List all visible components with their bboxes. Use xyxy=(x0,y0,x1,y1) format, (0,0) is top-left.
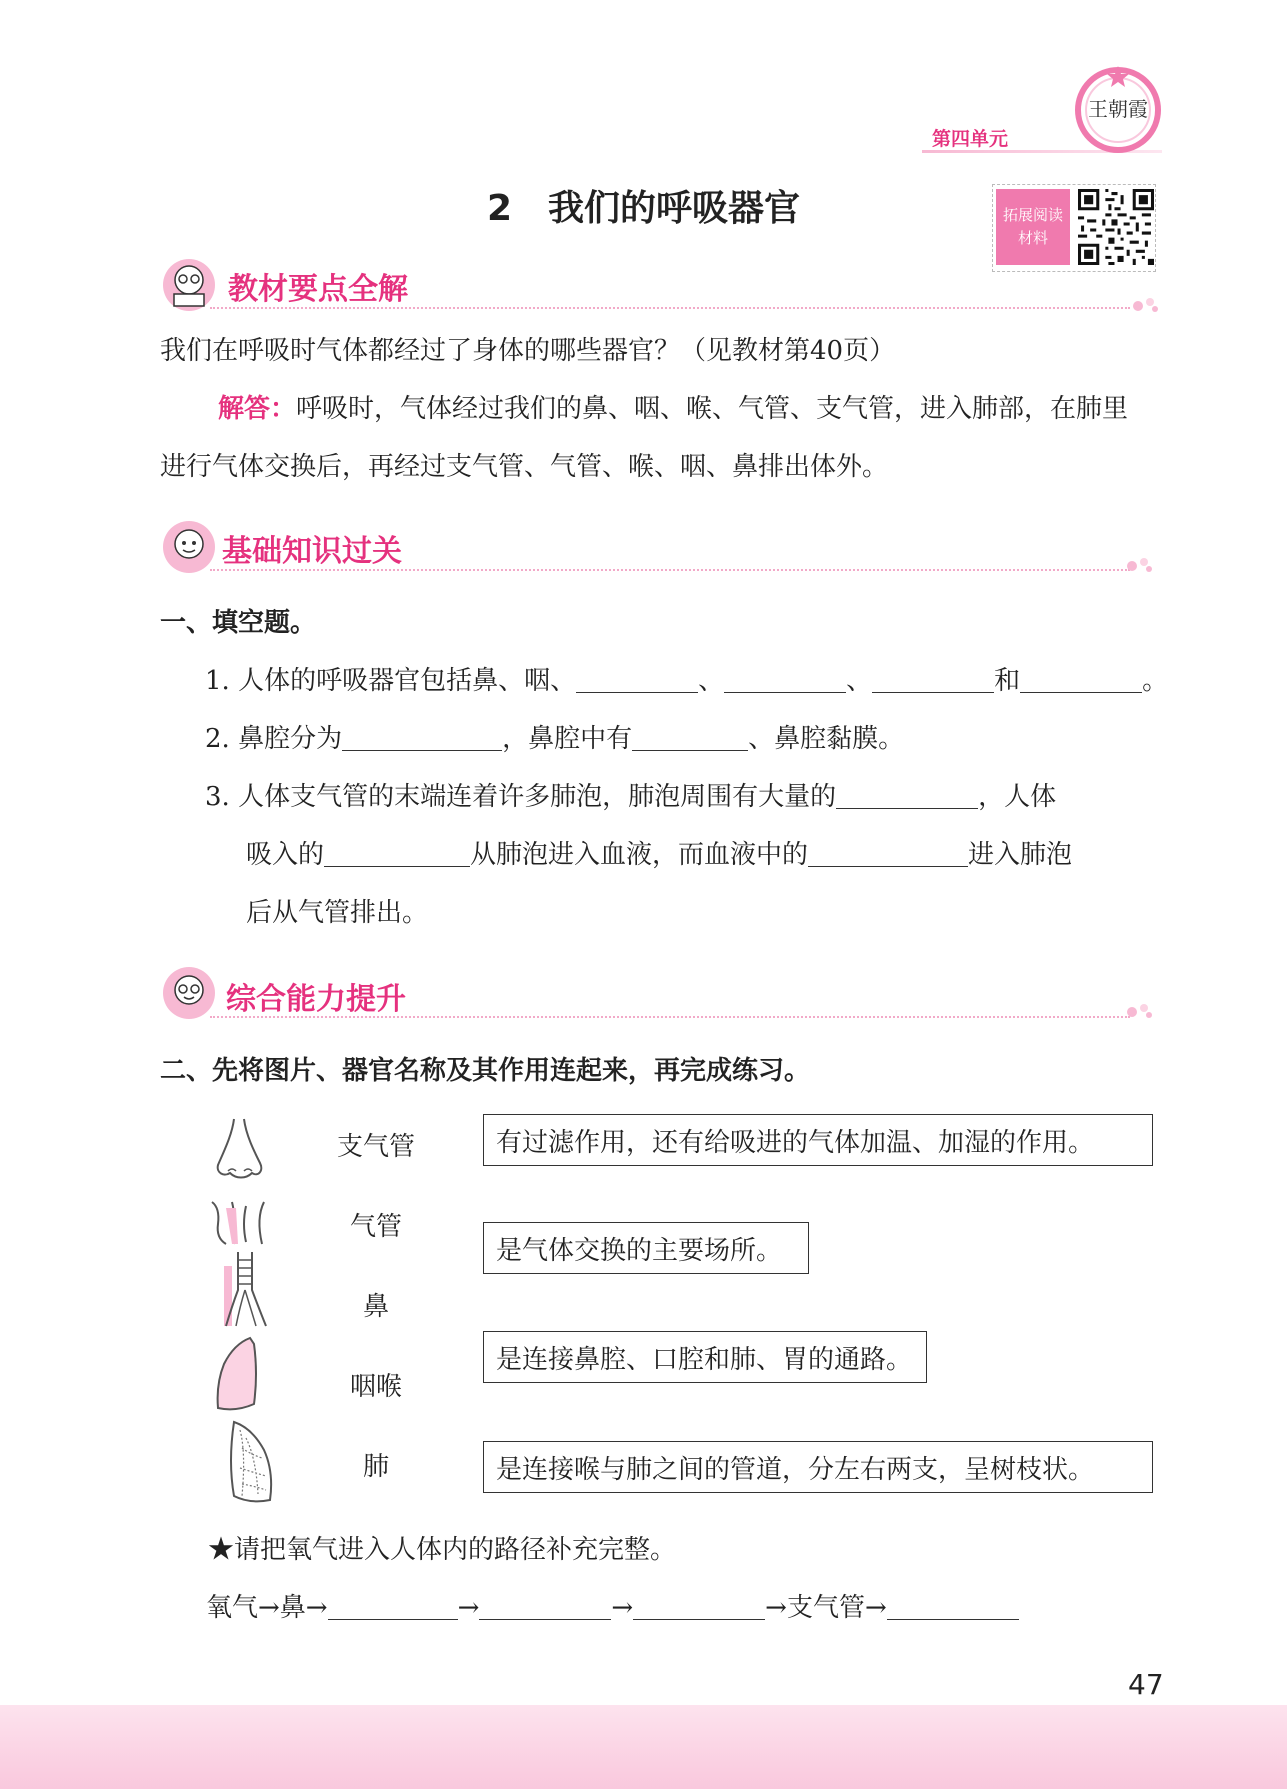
dots-decoration-icon xyxy=(1124,554,1154,574)
blank-4[interactable] xyxy=(1020,666,1142,693)
q3-line2-prefix: 吸入的 xyxy=(246,840,325,870)
fill-question-1 xyxy=(205,666,1168,696)
q1-prefix: 1. 人体的呼吸器官包括鼻、咽、 xyxy=(205,666,577,696)
blank-2[interactable] xyxy=(724,666,846,693)
ext-line-1: 拓展阅读 xyxy=(1002,206,1063,224)
answer-label: 解答： xyxy=(218,394,297,424)
answer-text-2: 进行气体交换后，再经过支气管、气管、喉、咽、鼻排出体外。 xyxy=(160,452,889,482)
section-heading-basics: 基础知识过关 xyxy=(222,534,402,569)
q3-prefix: 3. 人体支气管的末端连着许多肺泡，肺泡周围有大量的 xyxy=(205,782,837,812)
cartoon-reader-icon xyxy=(162,258,216,312)
organ-name-throat[interactable]: 咽喉 xyxy=(349,1372,402,1402)
brand-logo xyxy=(1072,62,1164,154)
path-arrow: → xyxy=(611,1593,634,1623)
cartoon-teacher-icon xyxy=(162,966,216,1020)
cartoon-student-icon xyxy=(162,520,216,574)
function-box-2[interactable]: 是气体交换的主要场所。 xyxy=(483,1222,809,1274)
ext-line-2: 材料 xyxy=(1017,229,1048,247)
q1-and: 和 xyxy=(994,666,1021,696)
q2-mid: ，鼻腔中有 xyxy=(502,724,633,754)
function-box-1[interactable]: 有过滤作用，还有给吸进的气体加温、加湿的作用。 xyxy=(483,1114,1153,1166)
organ-name-bronchi[interactable]: 支气管 xyxy=(336,1132,415,1162)
path-blank-4[interactable] xyxy=(887,1593,1019,1620)
q2-end: 、鼻腔黏膜。 xyxy=(748,724,905,754)
section-divider xyxy=(210,569,1130,571)
answer-line-1 xyxy=(218,394,1128,424)
lung-illustration-icon[interactable] xyxy=(214,1334,264,1414)
q1-sep: 、 xyxy=(846,666,873,696)
dots-decoration-icon xyxy=(1124,1000,1154,1020)
nose-illustration-icon[interactable] xyxy=(210,1115,270,1183)
section-heading-key-points: 教材要点全解 xyxy=(228,272,408,307)
question-text: 我们在呼吸时气体都经过了身体的哪些器官？（见教材第40页） xyxy=(160,336,896,366)
trachea-illustration-icon[interactable] xyxy=(222,1250,272,1328)
page-title: 2 我们的呼吸器官 xyxy=(486,188,801,229)
extended-reading-button[interactable] xyxy=(996,189,1070,265)
part-one-title: 一、填空题。 xyxy=(160,608,317,638)
q1-end: 。 xyxy=(1142,666,1169,696)
path-bronchi: →支气管→ xyxy=(765,1593,887,1623)
q3-line2-end: 进入肺泡 xyxy=(968,840,1073,870)
pharynx-illustration-icon[interactable] xyxy=(206,1198,276,1248)
organ-name-nose[interactable]: 鼻 xyxy=(362,1292,389,1322)
path-blank-3[interactable] xyxy=(633,1593,765,1620)
path-start: 氧气→鼻→ xyxy=(206,1593,328,1623)
fill-question-2 xyxy=(205,724,904,754)
star-task: ★请把氧气进入人体内的路径补充完整。 xyxy=(208,1535,677,1565)
q3-line2-mid: 从肺泡进入血液，而血液中的 xyxy=(470,840,809,870)
fill-question-3-line-2 xyxy=(246,840,1072,870)
footer-band xyxy=(0,1705,1287,1789)
function-box-4[interactable]: 是连接喉与肺之间的管道，分左右两支，呈树枝状。 xyxy=(483,1441,1153,1493)
blank-8[interactable] xyxy=(324,840,470,867)
blank-5[interactable] xyxy=(342,724,502,751)
organ-name-trachea[interactable]: 气管 xyxy=(349,1212,402,1242)
path-blank-1[interactable] xyxy=(328,1593,458,1620)
q2-prefix: 2. 鼻腔分为 xyxy=(205,724,343,754)
function-box-3[interactable]: 是连接鼻腔、口腔和肺、胃的通路。 xyxy=(483,1331,927,1383)
organ-name-lung[interactable]: 肺 xyxy=(362,1452,389,1482)
lung-detail-illustration-icon[interactable] xyxy=(222,1418,278,1504)
blank-3[interactable] xyxy=(872,666,994,693)
part-two-title: 二、先将图片、器官名称及其作用连起来，再完成练习。 xyxy=(160,1056,811,1086)
dots-decoration-icon xyxy=(1130,294,1160,314)
fill-question-3-line-1 xyxy=(205,782,1056,812)
page-number: 47 xyxy=(1128,1668,1164,1701)
blank-9[interactable] xyxy=(808,840,968,867)
blank-1[interactable] xyxy=(576,666,698,693)
answer-text-1: 呼吸时，气体经过我们的鼻、咽、喉、气管、支气管，进入肺部，在肺里 xyxy=(296,394,1129,424)
unit-label: 第四单元 xyxy=(932,128,1009,150)
blank-7[interactable] xyxy=(836,782,978,809)
q1-sep: 、 xyxy=(698,666,725,696)
logo-text: 王朝霞 xyxy=(1088,97,1148,121)
section-divider xyxy=(210,1016,1130,1018)
section-divider xyxy=(210,307,1130,309)
path-arrow: → xyxy=(457,1593,480,1623)
section-heading-ability: 综合能力提升 xyxy=(226,982,406,1017)
qr-code-icon[interactable] xyxy=(1078,188,1154,266)
q3-line3: 后从气管排出。 xyxy=(246,898,429,928)
q3-line1-end: ，人体 xyxy=(978,782,1057,812)
path-blank-2[interactable] xyxy=(479,1593,611,1620)
blank-6[interactable] xyxy=(632,724,748,751)
oxygen-path xyxy=(206,1593,1019,1623)
